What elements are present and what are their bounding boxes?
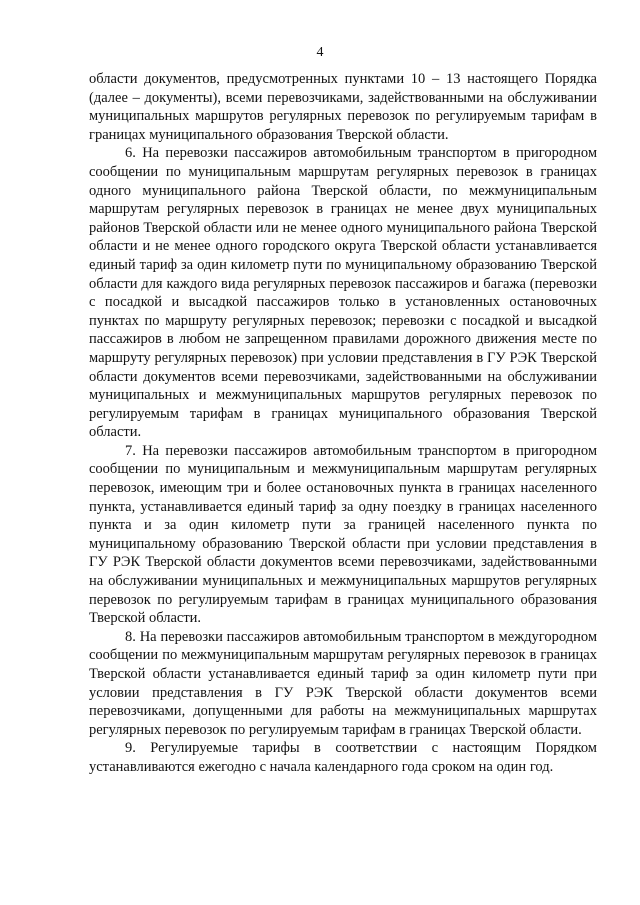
paragraph-item-8: 8. На перевозки пассажиров автомобильным транспортом в междугородном сообщении по межмуниципальным маршрутам регулярных перевозок в границах Тверской области устанавливается единый тариф за один километр пути при условии представления в ГУ РЭК Тверской области документов всеми перевозчиками, допущенными для работы на межмуниципальных маршрутах регулярных перевозок по регулируемым тарифам в границах Тверской области. [89,628,597,738]
paragraph-item-7: 7. На перевозки пассажиров автомобильным транспортом в пригородном сообщении по муниципальным и межмуниципальным маршрутам регулярных перевозок, имеющим три и более остановочных пункта в границах населенного пункта, устанавливается единый тариф за одну поездку в границах населенного пункта и за один километр пути за границей населенного пункта по муниципальному образованию Тверской области при условии представления в ГУ РЭК Тверской области документов всеми перевозчиками, задействованными на обслуживании муниципальных и межмуниципальных маршрутов регулярных перевозок по регулируемым тарифам в границах муниципального образования Тверской области. [89,442,597,627]
paragraph-continuation: области документов, предусмотренных пунктами 10 – 13 настоящего Порядка (далее – документы), всеми перевозчиками, задействованными на обслуживании муниципальных маршрутов регулярных перевозок по регулируемым тарифам в границах муниципального образования Тверской области. [89,71,597,143]
page-number: 4 [316,45,324,60]
document-body [89,70,597,777]
paragraph-item-9: 9. Регулируемые тарифы в соответствии с настоящим Порядком устанавливаются ежегодно с начала календарного года сроком на один год. [89,740,597,775]
paragraph-item-6: 6. На перевозки пассажиров автомобильным транспортом в пригородном сообщении по муниципальным маршрутам регулярных перевозок в границах одного муниципального района Тверской области, по межмуниципальным маршрутам регулярных перевозок в границах не менее двух муниципальных районов Тверской области или не менее одного муниципального района Тверской области и не менее одного городского округа Тверской области устанавливается единый тариф за один километр пути по муниципальному образованию Тверской области для каждого вида регулярных перевозок пассажиров и багажа (перевозки с посадкой и высадкой пассажиров только в установленных остановочных пунктах по маршруту регулярных перевозок; перевозки с посадкой и высадкой пассажиров в любом не запрещенном правилами дорожного движения месте по маршруту регулярных перевозок) при условии представления в ГУ РЭК Тверской области документов всеми перевозчиками, задействованными на обслуживании муниципальных и межмуниципальных маршрутов регулярных перевозок по регулируемым тарифам в границах муниципального образования Тверской области. [89,145,597,441]
